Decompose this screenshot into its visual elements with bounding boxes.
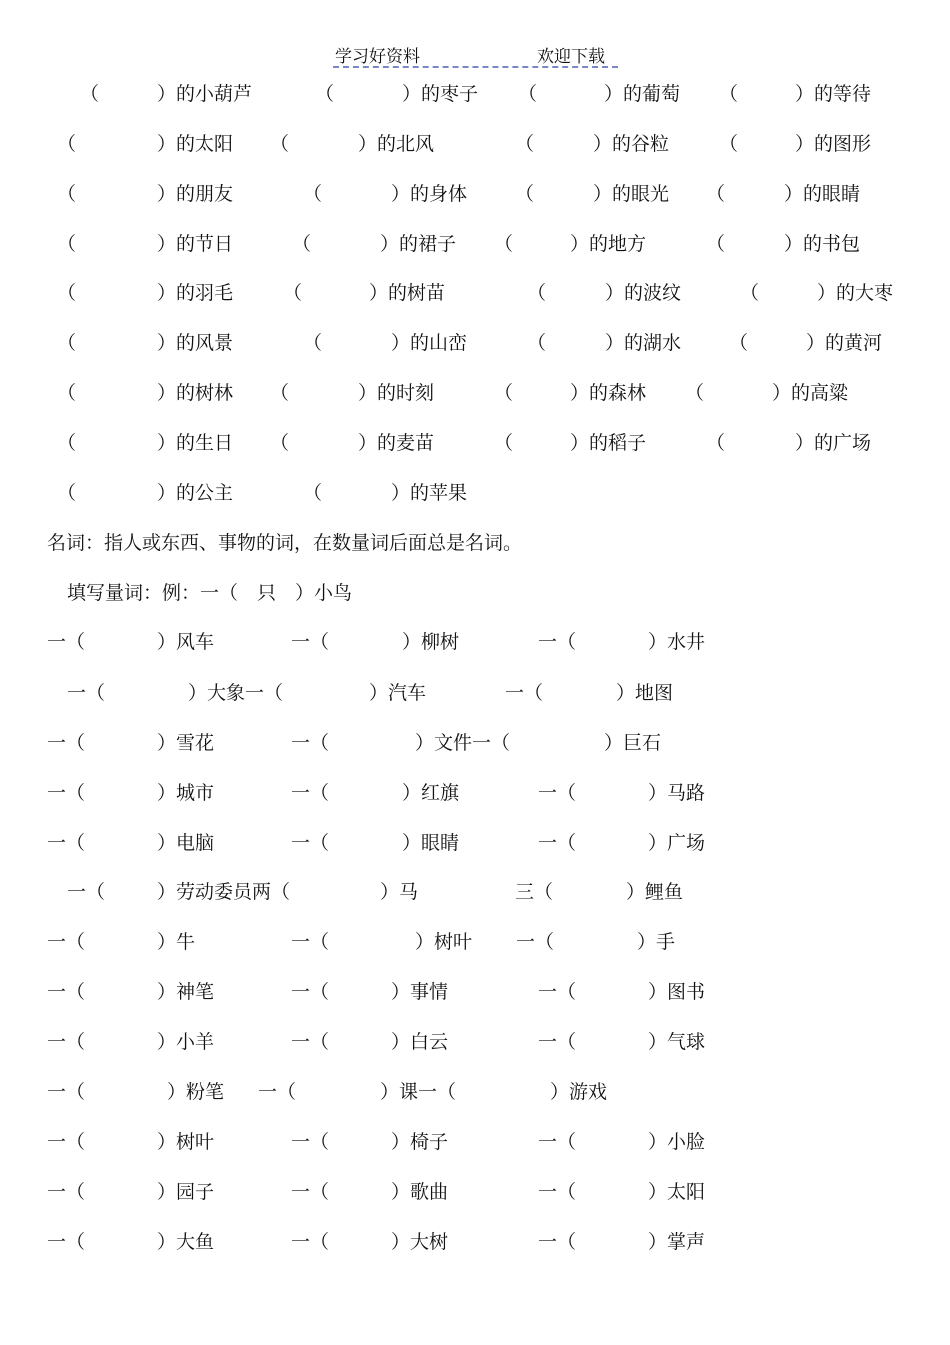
blank-word: ）的大枣 <box>817 282 894 304</box>
blank-open-bracket: （ <box>515 133 535 155</box>
blank-word: ）大树 <box>391 1231 449 1253</box>
blank-word: ）的风景 <box>157 332 234 354</box>
blank-word: ）文件一（ <box>415 732 511 754</box>
blank-open-bracket: 一（ <box>516 931 555 953</box>
blank-open-bracket: 一（ <box>47 1181 86 1203</box>
measure-word-example: 填写量词：例：一（ 只 ）小鸟 <box>67 582 353 604</box>
blank-open-bracket: 一（ <box>47 931 86 953</box>
blank-word: ）粉笔 <box>167 1081 225 1103</box>
phrase-row <box>0 478 950 508</box>
blank-open-bracket: （ <box>283 282 303 304</box>
blank-word: 一（ <box>505 682 544 704</box>
blank-word: ）的谷粒 <box>593 133 670 155</box>
header-right-text: 欢迎下载 <box>537 47 605 67</box>
measure-row <box>0 1177 950 1207</box>
blank-word: ）的节日 <box>157 233 234 255</box>
noun-definition: 名词：指人或东西、事物的词，在数量词后面总是名词。 <box>47 532 523 554</box>
blank-word: ）气球 <box>648 1031 706 1053</box>
blank-word: ）的山峦 <box>391 332 468 354</box>
blank-open-bracket: （ <box>315 83 335 105</box>
blank-word: ）的葡萄 <box>604 83 681 105</box>
blank-open-bracket: （ <box>527 282 547 304</box>
blank-open-bracket: （ <box>303 332 323 354</box>
blank-word: ）太阳 <box>648 1181 706 1203</box>
blank-open-bracket: （ <box>57 133 77 155</box>
blank-open-bracket: 一（ <box>538 1131 577 1153</box>
measure-row <box>0 828 950 858</box>
blank-open-bracket: （ <box>57 482 77 504</box>
blank-word: ）的小葫芦 <box>157 83 253 105</box>
blank-open-bracket: （ <box>303 482 323 504</box>
blank-open-bracket: 一（ <box>291 981 330 1003</box>
blank-word: ）的朋友 <box>157 183 234 205</box>
blank-open-bracket: 一（ <box>291 732 330 754</box>
blank-open-bracket: 一（ <box>291 832 330 854</box>
blank-word: ）的地方 <box>570 233 647 255</box>
blank-open-bracket: 一（ <box>47 631 86 653</box>
measure-row <box>0 1027 950 1057</box>
blank-word: ）的高粱 <box>772 382 849 404</box>
blank-word: ）雪花 <box>157 732 215 754</box>
measure-row <box>0 877 950 907</box>
blank-open-bracket: （ <box>494 233 514 255</box>
measure-row <box>0 678 950 708</box>
blank-open-bracket: （ <box>57 183 77 205</box>
blank-open-bracket: 一（ <box>67 881 106 903</box>
measure-row <box>0 627 950 657</box>
blank-open-bracket: 一（ <box>258 1081 297 1103</box>
blank-word: ）神笔 <box>157 981 215 1003</box>
blank-word: ）歌曲 <box>391 1181 449 1203</box>
blank-word: ）风车 <box>157 631 215 653</box>
blank-open-bracket: 一（ <box>47 981 86 1003</box>
blank-word: ）的图形 <box>795 133 872 155</box>
blank-word: ）大鱼 <box>157 1231 215 1253</box>
measure-row <box>0 728 950 758</box>
blank-word: ）的森林 <box>570 382 647 404</box>
blank-word: ）的麦苗 <box>358 432 435 454</box>
blank-word: ）掌声 <box>648 1231 706 1253</box>
blank-word: ）电脑 <box>157 832 215 854</box>
blank-open-bracket: （ <box>270 133 290 155</box>
blank-open-bracket: （ <box>515 183 535 205</box>
blank-open-bracket: （ <box>729 332 749 354</box>
blank-word: ）白云 <box>391 1031 449 1053</box>
blank-open-bracket: 一（ <box>291 931 330 953</box>
blank-open-bracket: （ <box>719 133 739 155</box>
blank-word: ）的北风 <box>358 133 435 155</box>
blank-word: ）的太阳 <box>157 133 234 155</box>
blank-open-bracket: ）鲤鱼 <box>626 881 684 903</box>
blank-open-bracket: （ <box>292 233 312 255</box>
blank-open-bracket: （ <box>719 83 739 105</box>
page-header <box>333 40 618 68</box>
blank-open-bracket: （ <box>706 183 726 205</box>
measure-row <box>0 778 950 808</box>
blank-word: ）的眼光 <box>593 183 670 205</box>
blank-word: ）课一（ <box>380 1081 457 1103</box>
phrase-row <box>0 428 950 458</box>
blank-open-bracket: 一（ <box>47 832 86 854</box>
phrase-row <box>0 79 950 109</box>
blank-open-bracket: （ <box>270 382 290 404</box>
blank-word: ）手 <box>637 931 676 953</box>
blank-word: ）红旗 <box>402 782 460 804</box>
blank-open-bracket: 一（ <box>538 782 577 804</box>
blank-word: ）的身体 <box>391 183 468 205</box>
blank-word: ）的羽毛 <box>157 282 234 304</box>
blank-open-bracket: （ <box>494 432 514 454</box>
phrase-row <box>0 229 950 259</box>
blank-open-bracket: （ <box>80 83 100 105</box>
blank-word: ）的广场 <box>795 432 872 454</box>
blank-word: ）小脸 <box>648 1131 706 1153</box>
phrase-row <box>0 328 950 358</box>
blank-open-bracket: ）地图 <box>616 682 674 704</box>
blank-word: ）的书包 <box>784 233 861 255</box>
blank-word: ）椅子 <box>391 1131 449 1153</box>
blank-open-bracket: 一（ <box>538 1231 577 1253</box>
blank-open-bracket: 一（ <box>47 1131 86 1153</box>
blank-word: ）牛 <box>157 931 196 953</box>
blank-word: ）的树林 <box>157 382 234 404</box>
blank-word: ）眼睛 <box>402 832 460 854</box>
blank-open-bracket: ）巨石 <box>604 732 662 754</box>
phrase-row <box>0 179 950 209</box>
blank-open-bracket: ）汽车 <box>369 682 427 704</box>
measure-row <box>0 1227 950 1257</box>
blank-open-bracket: 一（ <box>291 1131 330 1153</box>
blank-word: ）小羊 <box>157 1031 215 1053</box>
blank-open-bracket: （ <box>494 382 514 404</box>
blank-word: ）树叶 <box>415 931 473 953</box>
blank-open-bracket: （ <box>740 282 760 304</box>
blank-open-bracket: 一（ <box>291 782 330 804</box>
blank-word: ）的湖水 <box>605 332 682 354</box>
header-left-text: 学习好资料 <box>335 47 420 67</box>
blank-open-bracket: 一（ <box>538 832 577 854</box>
blank-open-bracket: （ <box>685 382 705 404</box>
blank-open-bracket: 一（ <box>538 1031 577 1053</box>
blank-open-bracket: （ <box>706 233 726 255</box>
blank-word: ）的等待 <box>795 83 872 105</box>
measure-row <box>0 1127 950 1157</box>
blank-open-bracket: 一（ <box>47 732 86 754</box>
blank-open-bracket: （ <box>57 332 77 354</box>
blank-open-bracket: ）游戏 <box>550 1081 608 1103</box>
blank-open-bracket: 一（ <box>47 1081 86 1103</box>
blank-open-bracket: 一（ <box>538 631 577 653</box>
blank-word: ）图书 <box>648 981 706 1003</box>
measure-row <box>0 1077 950 1107</box>
blank-open-bracket: 一（ <box>291 631 330 653</box>
blank-word: ）的生日 <box>157 432 234 454</box>
blank-open-bracket: （ <box>527 332 547 354</box>
blank-open-bracket: ）马 <box>380 881 419 903</box>
blank-word: ）的眼睛 <box>784 183 861 205</box>
blank-open-bracket: （ <box>518 83 538 105</box>
blank-word: 三（ <box>515 881 554 903</box>
blank-word: ）的波纹 <box>605 282 682 304</box>
blank-word: ）大象一（ <box>188 682 284 704</box>
blank-open-bracket: （ <box>57 382 77 404</box>
blank-open-bracket: 一（ <box>538 981 577 1003</box>
blank-word: ）的裙子 <box>380 233 457 255</box>
phrase-row <box>0 129 950 159</box>
blank-open-bracket: （ <box>57 282 77 304</box>
phrase-row <box>0 278 950 308</box>
blank-open-bracket: 一（ <box>291 1231 330 1253</box>
blank-open-bracket: （ <box>303 183 323 205</box>
blank-word: ）的稻子 <box>570 432 647 454</box>
blank-word: ）树叶 <box>157 1131 215 1153</box>
blank-word: ）的公主 <box>157 482 234 504</box>
blank-word: ）柳树 <box>402 631 460 653</box>
blank-open-bracket: 一（ <box>291 1031 330 1053</box>
blank-word: ）劳动委员两（ <box>157 881 291 903</box>
blank-word: ）水井 <box>648 631 706 653</box>
blank-word: ）的苹果 <box>391 482 468 504</box>
blank-open-bracket: （ <box>270 432 290 454</box>
blank-word: ）的树苗 <box>369 282 446 304</box>
blank-open-bracket: 一（ <box>538 1181 577 1203</box>
blank-open-bracket: 一（ <box>47 782 86 804</box>
measure-row <box>0 977 950 1007</box>
blank-word: ）事情 <box>391 981 449 1003</box>
blank-word: ）广场 <box>648 832 706 854</box>
blank-open-bracket: 一（ <box>67 682 106 704</box>
blank-open-bracket: 一（ <box>47 1231 86 1253</box>
blank-word: ）的时刻 <box>358 382 435 404</box>
blank-open-bracket: （ <box>706 432 726 454</box>
measure-row <box>0 927 950 957</box>
blank-word: ）的黄河 <box>806 332 883 354</box>
blank-word: ）的枣子 <box>402 83 479 105</box>
blank-word: ）马路 <box>648 782 706 804</box>
blank-word: ）园子 <box>157 1181 215 1203</box>
phrase-row <box>0 378 950 408</box>
blank-open-bracket: 一（ <box>291 1181 330 1203</box>
blank-word: ）城市 <box>157 782 215 804</box>
blank-open-bracket: （ <box>57 233 77 255</box>
blank-open-bracket: （ <box>57 432 77 454</box>
blank-open-bracket: 一（ <box>47 1031 86 1053</box>
